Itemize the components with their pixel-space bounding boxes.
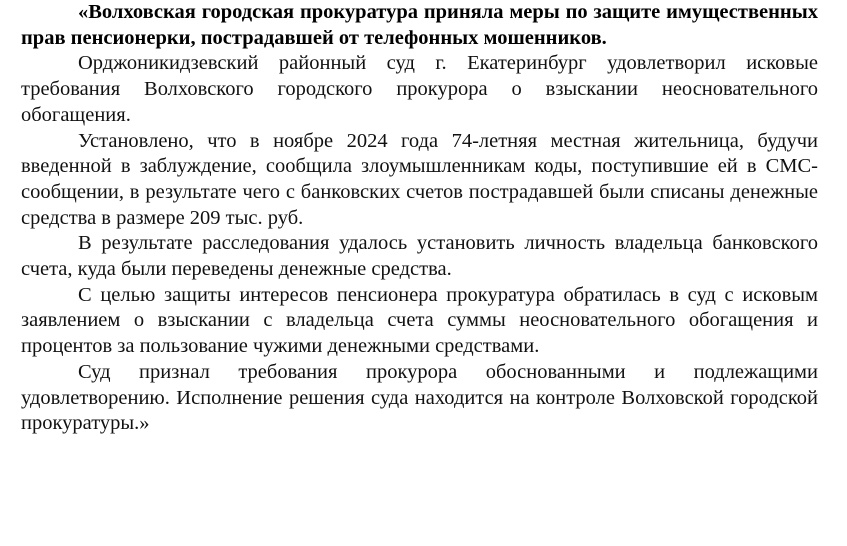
paragraph-lawsuit: С целью защиты интересов пенсионера прокуратура обратилась в суд с исковым заявлением о взыскании с владельца счета суммы неосновательного обогащения и процентов за пользование чужими денежными средствами. <box>21 283 818 358</box>
paragraph-court-ruling: Орджоникидзевский районный суд г. Екатеринбург удовлетворил исковые требования Волховского городского прокурора о взыскании неосновательного обогащения. <box>21 52 818 126</box>
paragraph-decision: Суд признал требования прокурора обоснованными и подлежащими удовлетворению. Исполнение решения суда находится на контроле Волховской городской прокуратуры.» <box>21 360 818 435</box>
paragraph-investigation: В результате расследования удалось установить личность владельца банковского счета, куда были переведены денежные средства. <box>21 232 818 281</box>
document-title: «Волховская городская прокуратура приняла меры по защите имущественных прав пенсионерки, пострадавшей от телефонных мошенников. <box>21 1 818 49</box>
document-page <box>21 0 818 437</box>
paragraph-circumstances: Установлено, что в ноябре 2024 года 74-летняя местная жительница, будучи введенной в заблуждение, сообщила злоумышленникам коды, поступившие ей в СМС-сообщении, в результате чего с банковских счетов пострадавшей были списаны денежные средства в размере 209 тыс. руб. <box>21 129 818 229</box>
